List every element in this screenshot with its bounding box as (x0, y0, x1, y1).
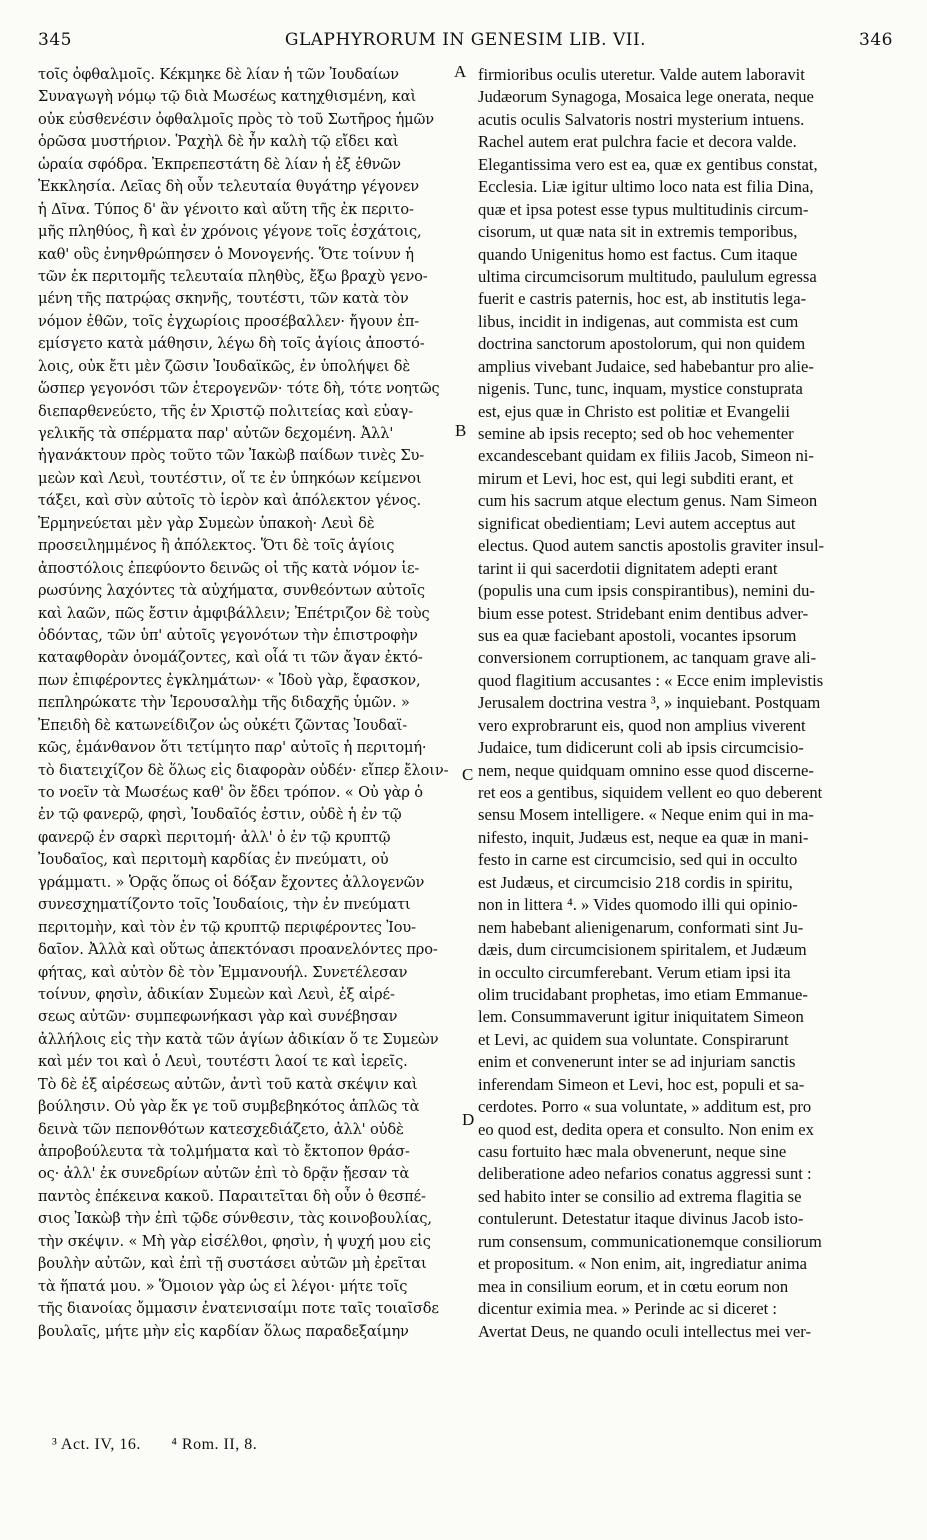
text-line: τὴν σκέψιν. « Μὴ γὰρ εἰσέλθοι, φησὶν, ἡ ψυχή μου εἰς (38, 1232, 431, 1250)
text-line: sensu Mosem intelligere. « Neque enim qui in ma- (478, 805, 814, 825)
text-line: sed habito inter se consilio ad extrema flagitia se (478, 1186, 802, 1206)
text-line: μένη τῆς πατρῴας σκηνῆς, τουτέστι, τῶν κατὰ τὸν (38, 290, 409, 308)
text-line: διεπαρθενεύετο, τῆς ἐν Χριστῷ πολιτείας καὶ εὐαγ- (38, 402, 413, 420)
text-line: ἀπροβούλευτα τὰ τολμήματα καὶ τὸ ἔκτοπον θράσ- (38, 1143, 410, 1160)
text-line: nigenis. Tunc, tunc, inquam, mystice constuprata (478, 379, 803, 399)
text-line: ὀδόντας, τῶν ὑπ' αὐτοῖς γεγονότων τὴν ἐπιστροφὴν (38, 626, 418, 644)
text-line: νόμον ἐθῶν, τοῖς ἐγχωρίοις προσέβαλλεν· ἤγουν ἐπ- (38, 312, 420, 330)
text-line: πεπληρώκατε τὴν Ἱερουσαλὴμ τῆς διδαχῆς ὑμῶν. » (38, 694, 410, 712)
text-line: δαῖον. Ἀλλὰ καὶ οὕτως ἀπεκτόνασι προανελόντες προ- (38, 941, 438, 959)
text-line: conversionem corruptionem, ac tanquam grave ali- (478, 648, 817, 668)
text-line: Ἐπειδὴ δὲ κατωνείδιζον ὡς οὐκέτι ζῶντας Ἰουδαϊ- (38, 716, 407, 734)
text-line: eo quod est, dedita opera et consulto. Non enim ex (478, 1119, 814, 1139)
text-line: ἀποστόλοις ἐπεφύοντο δεινῶς οἱ τῆς κατὰ νόμον ἱε- (38, 559, 420, 577)
text-line: φήτας, καὶ αὐτὸν δὲ τὸν Ἐμμανουήλ. Συνετέλεσαν (38, 963, 408, 981)
text-line: mirum et Levi, hoc est, qui legi subditi erant, et (478, 468, 794, 488)
text-line: (populis una cum ipsis conspirantibus), nemini du- (478, 581, 815, 601)
text-line: Ἐκκλησία. Λεῖας δὴ οὖν τελευταία θυγάτηρ γέγονεν (38, 178, 419, 196)
text-line: παντὸς ἐπέκεινα κακοῦ. Παραιτεῖται δὴ οὖν ὁ θεσπέ- (38, 1187, 426, 1205)
text-line: λοις, οὐκ ἔτι μὲν ζῶσιν Ἰουδαϊκῶς, ἐν ὑπολήψει δὲ (38, 357, 411, 375)
text-line: ὥσπερ γεγονόσι τῶν ἑτερογενῶν· τότε δὴ, τότε νοητῶς (38, 380, 440, 398)
text-line: bium esse potest. Stridebant enim dentibus adver- (478, 603, 809, 623)
text-line: est, ejus quæ in Christo est politiæ et Evangelii (478, 401, 791, 421)
text-line: vero exprobrarunt eis, quod non amplius viverent (478, 715, 806, 735)
text-line: Ἰουδαῖος, καὶ περιτομὴ καρδίας ἐν πνεύματι, οὐ (38, 851, 389, 869)
text-line: συνεσχηματίζοντο τοῖς Ἰουδαίοις, τὴν ἐν πνεύματι (38, 896, 411, 914)
text-line: σεως αὐτῶν· συμπεφωνήκασι γὰρ καὶ συνέβησαν (38, 1008, 398, 1026)
text-line: Τὸ δὲ ἐξ αἱρέσεως αὐτῶν, ἀντὶ τοῦ κατὰ σκέψιν καὶ (38, 1075, 418, 1093)
text-line: quando Unigenitus homo est factus. Cum itaque (478, 244, 798, 264)
text-line: festo in carne est circumcisio, sed qui in occulto (478, 850, 798, 870)
text-line: γελικῆς τὰ σπέρματα παρ' αὐτῶν δεχομένη. Ἀλλ' (38, 425, 394, 442)
text-line: Ἑρμηνεύεται μὲν γὰρ Συμεὼν ὑπακοὴ· Λευὶ δὲ (38, 514, 375, 532)
footnote: ⁴ Rom. II, 8. (171, 1436, 258, 1453)
text-line: doctrina sanctorum apostolorum, qui non quidem (478, 334, 806, 354)
text-line: καὶ λαῶν, πῶς ἔστιν ἀμφιβάλλειν; Ἐπέτριζον δὲ τοὺς (38, 604, 430, 622)
text-line: est Judæus, et circumcisio 218 cordis in spiritu, (478, 872, 793, 892)
text-line: τοῖς ὀφθαλμοῖς. Κέκμηκε δὲ λίαν ἡ τῶν Ἰουδαίων (38, 66, 399, 83)
text-line: πων ἐπιφέροντες ἐγκλημάτων· « Ἰδοὺ γὰρ, ἔφασκον, (38, 671, 421, 689)
text-line: inferendam Simeon et Levi, hoc est, populi et sa- (478, 1074, 805, 1094)
text-line: ὁρῶσα μυστήριον. Ῥαχὴλ δὲ ἦν καλὴ τῷ εἴδει καὶ (38, 133, 399, 151)
text-line: καταφθορὰν ὀνομάζοντες, καὶ οἷά τι τῶν ἄγαν ἐκτό- (38, 649, 423, 667)
text-line: τοίνυν, φησὶν, ἀδικίαν Συμεὼν καὶ Λευὶ, ἐξ αἱρέ- (38, 985, 395, 1003)
text-line: καθ' οὓς ἐνηνθρώπησεν ὁ Μονογενής. Ὅτε τοίνυν ἡ (38, 245, 414, 263)
text-line: ος· ἀλλ' ἐκ συνεδρίων αὐτῶν ἐπὶ τὸ δρᾷν ᾔεσαν τὰ (38, 1165, 410, 1183)
margin-marker-d: D (462, 1110, 475, 1129)
page-number-right: 346 (859, 30, 893, 50)
text-line: τάξει, καὶ σὺν αὐτοῖς τὸ ἱερὸν καὶ ἀπόλεκτον γένος. (38, 492, 421, 510)
latin-text-column (478, 64, 892, 1343)
text-line: fuerit e castris paternis, hoc est, ab institutis lega- (478, 289, 807, 309)
text-line: nifesto, inquit, Judæus est, neque ea quæ in mani- (478, 827, 809, 847)
page-number-left: 345 (38, 30, 72, 50)
text-line: mea in consilium eorum, et in cœtu eorum non (478, 1276, 789, 1296)
text-line: ἀλλήλοις εἰς τὴν κατὰ τῶν ἁγίων ἀδικίαν ὅ τε Συμεὼν (38, 1030, 439, 1048)
text-line: acutis oculis Salvatoris nostri mysterium intuens. (478, 109, 805, 129)
text-line: περιτομὴν, καὶ τὸν ἐν τῷ κρυπτῷ περιφέροντες Ἰου- (38, 918, 416, 936)
text-line: amplius vivebant Judaice, sed habebantur pro alie- (478, 356, 814, 376)
text-line: Elegantissima vero est ea, quæ ex gentibus constat, (478, 154, 818, 174)
text-line: μῆς πληθύος, ἣ καὶ ἐν χρόνοις γέγονε τοῖς ἐσχάτοις, (38, 223, 422, 241)
running-title: GLAPHYRORUM IN GENESIM LIB. VII. (284, 30, 647, 50)
text-line: ὡραία σφόδρα. Ἐκπρεπεστάτη δὲ λίαν ἡ ἐξ ἐθνῶν (38, 155, 401, 173)
text-line: οὐκ εὐσθενέσιν ὀφθαλμοῖς πρὸς τὸ τοῦ Σωτῆρος ἡμῶν (38, 110, 434, 128)
text-line: μεὼν καὶ Λευὶ, τουτέστιν, οἵ τε ἐν ὑπηκόων κείμενοι (38, 469, 422, 487)
text-line: Jerusalem doctrina vestra ³, » inquiebant. Postquam (478, 693, 821, 713)
text-line: Judæorum Synagoga, Mosaica lege onerata, neque (478, 87, 814, 107)
text-line: βούλησιν. Οὐ γὰρ ἔκ γε τοῦ συμβεβηκότος ἁπλῶς τὰ (38, 1098, 420, 1116)
text-line: cerdotes. Porro « sua voluntate, » additum est, pro (478, 1097, 812, 1117)
text-line: ρωσύνης λαχόντες τὰ αὐχήματα, συνθεόντων αὐτοῖς (38, 582, 425, 600)
margin-marker-a: A (454, 62, 467, 81)
text-line: cum his sacrum atque electum genus. Nam Simeon (478, 491, 818, 511)
text-line: ἐν τῷ φανερῷ, φησὶ, Ἰουδαῖός ἐστιν, οὐδὲ ἡ ἐν τῷ (38, 806, 402, 824)
text-line: Ecclesia. Liæ igitur ultimo loco nata est filia Dina, (478, 177, 814, 197)
text-line: ultima circumcisorum multitudo, paululum egressa (478, 266, 817, 286)
text-line: et propositum. « Non enim, ait, ingrediatur anima (478, 1254, 808, 1274)
text-line: rum consensum, communicationemque consiliorum (478, 1231, 822, 1251)
text-line: dæis, dum circumcisionem spiritalem, et Judæum (478, 940, 807, 960)
text-line: προσειλημμένος ἢ ἀπόλεκτος. Ὅτι δὲ τοῖς ἁγίοις (38, 537, 395, 555)
greek-text-column (38, 64, 460, 1343)
text-line: Rachel autem erat pulchra facie et decora valde. (478, 132, 797, 152)
text-line: Avertat Deus, ne quando oculi intellectus mei ver- (478, 1321, 811, 1341)
text-line: deliberatione adeo nefarios conatus aggressi sunt : (478, 1164, 812, 1184)
text-line: excandescebant quidam ex filiis Jacob, Simeon ni- (478, 446, 814, 466)
text-line: et Levi, ac quidem sua voluntate. Conspirarunt (478, 1029, 789, 1049)
text-line: γράμματι. » Ὁρᾷς ὅπως οἱ δόξαν ἔχοντες ἀλλογενῶν (38, 873, 425, 891)
text-line: Συναγωγὴ νόμῳ τῷ διὰ Μωσέως κατηχθισμένη, καὶ (38, 88, 417, 106)
text-line: tarint ii qui sacerdotii dignitatem adepti erant (478, 558, 778, 578)
text-line: τὸ διατειχίζον δὲ ὅλως εἰς διαφορὰν οὐδέν· εἴπερ ἔλοιν- (38, 761, 449, 779)
running-header (38, 30, 893, 56)
text-line: ret eos a gentibus, siquidem vellent eo quo deberent (478, 783, 823, 802)
text-line: καὶ μέν τοι καὶ ὁ Λευὶ, τουτέστι λαοί τε καὶ ἱερεῖς. (38, 1053, 408, 1071)
text-line: non in littera ⁴. » Vides quomodo illi qui opinio- (478, 895, 798, 915)
margin-marker-b: B (455, 421, 467, 440)
text-line: το νοεῖν τὰ Μωσέως καθ' ὃν ἔδει τρόπον. « Οὐ γὰρ ὁ (38, 784, 423, 801)
text-line: firmioribus oculis uteretur. Valde autem laboravit (478, 65, 805, 84)
text-line: φανερῷ ἐν σαρκὶ περιτομή· ἀλλ' ὁ ἐν τῷ κρυπτῷ (38, 828, 391, 846)
text-line: libus, incidit in indigenas, aut commista est cum (478, 311, 799, 331)
text-line: significat obedientiam; Levi autem acceptus aut (478, 513, 796, 533)
text-line: τῶν ἐκ περιτομῆς τελευταία πληθὺς, ἔξω βραχὺ γενο- (38, 267, 428, 285)
text-line: casu fortuito hæc mala obvenerunt, neque sine (478, 1142, 787, 1161)
text-line: τὰ ἥπατά μου. » Ὅμοιον γὰρ ὡς εἰ λέγοι· μήτε τοῖς (38, 1277, 408, 1295)
text-line: βουλὴν αὐτῶν, καὶ ἐπὶ τῇ συστάσει αὐτῶν μὴ ἐρεῖται (38, 1255, 427, 1273)
text-line: quod flagitium accusantes : « Ecce enim implevistis (478, 670, 824, 690)
text-line: sus ea quæ faciebant apostoli, vocantes ipsorum (478, 625, 797, 645)
text-line: semine ab ipsis recepto; sed ob hoc vehementer (478, 424, 794, 443)
text-line: δεινὰ τῶν πεπονθότων κατεσχεδιάζετο, ἀλλ' οὐδὲ (38, 1120, 404, 1138)
text-line: contulerunt. Detestatur itaque divinus Jacob isto- (478, 1209, 804, 1229)
text-line: quæ et ipsa potest esse typus multitudinis circum- (478, 199, 809, 219)
text-line: lem. Consummaverunt igitur iniquitatem Simeon (478, 1007, 804, 1027)
text-line: κῶς, ἐμάνθανον ὅτι τετίμητο παρ' αὐτοῖς ἡ περιτομή· (38, 739, 427, 757)
text-line: σιος Ἰακὼβ τὴν ἐπὶ τῷδε σύνθεσιν, τὰς κοινοβουλίας, (38, 1210, 432, 1228)
text-line: nem habebant alienigenarum, conformati sint Ju- (478, 917, 804, 937)
footnotes (52, 1436, 283, 1454)
text-line: βουλαῖς, μήτε μὴν εἰς καρδίαν ὅλως παραδεξαίμην (38, 1322, 409, 1340)
text-line: ἡ Δῖνα. Τύπος δ' ἂν γένοιτο καὶ αὕτη τῆς ἐκ περιτο- (38, 200, 414, 218)
text-line: εμίσγετο κατὰ μάθησιν, λέγω δὴ τοῖς ἁγίοις ἀποστό- (38, 335, 425, 353)
text-line: Judaice, tum didicerunt coli ab ipsis circumcisio- (478, 738, 804, 758)
text-line: electus. Quod autem sanctis apostolis graviter insul- (478, 536, 825, 556)
text-line: nem, neque quidquam omnino esse quod discerne- (478, 760, 814, 780)
text-line: dicentur eximia mea. » Perinde ac si diceret : (478, 1299, 778, 1319)
text-line: olim trucidabant prophetas, imo etiam Emmanue- (478, 984, 808, 1004)
text-line: enim et convenerunt inter se ad injuriam sanctis (478, 1052, 796, 1072)
text-line: in occulto circumferebant. Verum etiam ipsi ita (478, 962, 791, 982)
text-line: τῆς διανοίας ὄμμασιν ἐνατενισαίμι ποτε ταῖς τοιαῖσδε (38, 1300, 439, 1318)
footnote: ³ Act. IV, 16. (52, 1436, 141, 1453)
text-line: ἠγανάκτουν πρὸς τοῦτο τῶν Ἰακὼβ παίδων τινὲς Συ- (38, 447, 425, 465)
margin-marker-c: C (462, 765, 474, 784)
text-line: cisorum, ut quæ nata sit in extremis temporibus, (478, 222, 798, 242)
